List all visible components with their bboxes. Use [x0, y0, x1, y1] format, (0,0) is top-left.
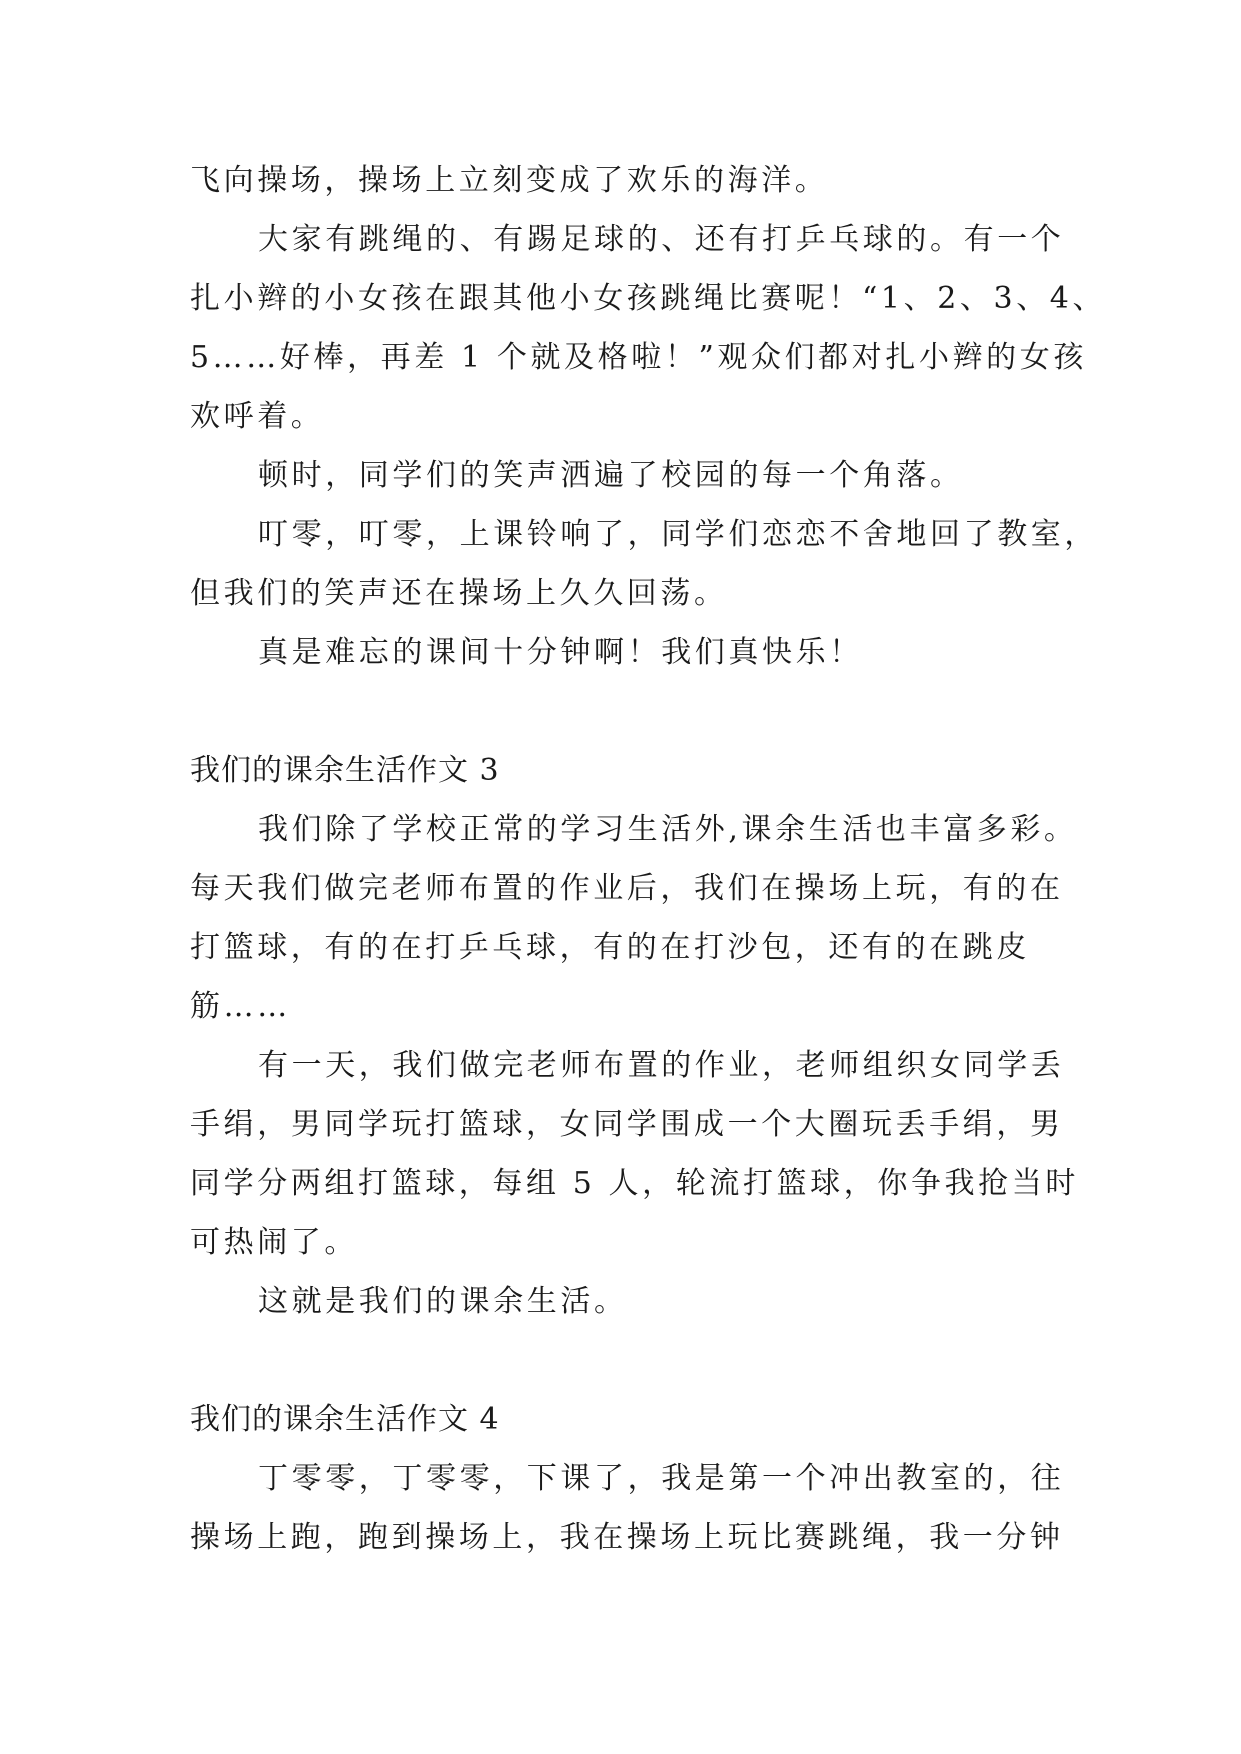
- paragraph-line: 飞向操场，操场上立刻变成了欢乐的海洋。: [190, 163, 829, 198]
- paragraph-line: 每天我们做完老师布置的作业后，我们在操场上玩，有的在: [190, 871, 1064, 906]
- section-heading: 我们的课余生活作文 4: [190, 1402, 500, 1437]
- paragraph-line: 顿时，同学们的笑声洒遍了校园的每一个角落。: [258, 458, 964, 493]
- section-heading: 我们的课余生活作文 3: [190, 753, 500, 788]
- paragraph-line: 有一天，我们做完老师布置的作业，老师组织女同学丢: [258, 1048, 1065, 1083]
- paragraph-line: 真是难忘的课间十分钟啊！我们真快乐！: [258, 635, 863, 670]
- paragraph-line: 同学分两组打篮球，每组 5 人，轮流打篮球，你争我抢当时: [190, 1166, 1079, 1201]
- paragraph-line: 可热闹了。: [190, 1225, 358, 1260]
- paragraph-line: 手绢，男同学玩打篮球，女同学围成一个大圈玩丢手绢，男: [190, 1107, 1064, 1142]
- paragraph-line: 丁零零，丁零零，下课了，我是第一个冲出教室的，往: [258, 1461, 1065, 1496]
- paragraph-line: 叮零，叮零，上课铃响了，同学们恋恋不舍地回了教室，: [258, 517, 1098, 552]
- paragraph-line: 操场上跑，跑到操场上，我在操场上玩比赛跳绳，我一分钟: [190, 1520, 1064, 1555]
- paragraph-line: 这就是我们的课余生活。: [258, 1284, 628, 1319]
- paragraph-line: 大家有跳绳的、有踢足球的、还有打乒乓球的。有一个: [258, 222, 1065, 257]
- paragraph-line: 但我们的笑声还在操场上久久回荡。: [190, 576, 728, 611]
- paragraph-line: 打篮球，有的在打乒乓球，有的在打沙包，还有的在跳皮: [190, 930, 1030, 965]
- paragraph-line: 扎小辫的小女孩在跟其他小女孩跳绳比赛呢！“1、2、3、4、: [190, 281, 1107, 316]
- paragraph-line: 筋……: [190, 989, 291, 1024]
- paragraph-line: 我们除了学校正常的学习生活外,课余生活也丰富多彩。: [258, 812, 1078, 847]
- paragraph-line: 5……好棒，再差 1 个就及格啦！”观众们都对扎小辫的女孩: [190, 340, 1087, 375]
- paragraph-line: 欢呼着。: [190, 399, 325, 434]
